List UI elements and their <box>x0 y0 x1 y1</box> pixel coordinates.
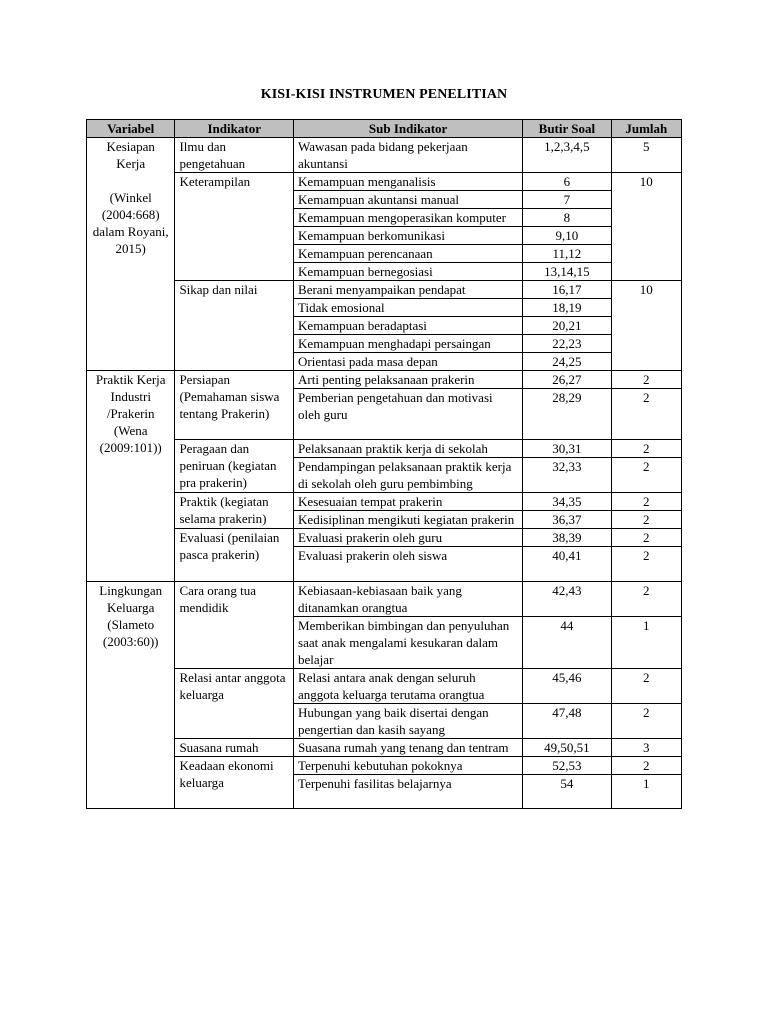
sub-indikator-cell: Evaluasi prakerin oleh guru <box>294 529 523 547</box>
sub-indikator-cell: Kebiasaan-kebiasaan baik yang ditanamkan orangtua <box>294 582 523 617</box>
indikator-cell: Peragaan dan peniruan (kegiatan pra prakerin) <box>175 440 294 493</box>
butir-soal-cell: 28,29 <box>523 389 611 440</box>
sub-indikator-cell: Kesesuaian tempat prakerin <box>294 493 523 511</box>
header-butir-soal: Butir Soal <box>523 120 611 138</box>
jumlah-cell: 10 <box>611 173 681 281</box>
variabel-name: Kesiapan Kerja <box>106 139 155 171</box>
butir-soal-cell: 40,41 <box>523 547 611 582</box>
indikator-cell: Cara orang tua mendidik <box>175 582 294 669</box>
butir-soal-cell: 32,33 <box>523 458 611 493</box>
sub-indikator-cell: Kedisiplinan mengikuti kegiatan prakerin <box>294 511 523 529</box>
jumlah-cell: 2 <box>611 547 681 582</box>
butir-soal-cell: 16,17 <box>523 281 611 299</box>
butir-soal-cell: 47,48 <box>523 704 611 739</box>
jumlah-cell: 10 <box>611 281 681 371</box>
jumlah-cell: 2 <box>611 458 681 493</box>
sub-indikator-cell: Kemampuan beradaptasi <box>294 317 523 335</box>
butir-soal-cell: 34,35 <box>523 493 611 511</box>
butir-soal-cell: 36,37 <box>523 511 611 529</box>
sub-indikator-cell: Evaluasi prakerin oleh siswa <box>294 547 523 582</box>
header-variabel: Variabel <box>87 120 175 138</box>
header-indikator: Indikator <box>175 120 294 138</box>
variabel-cell-prakerin: Praktik Kerja Industri /Prakerin (Wena (2009:101)) <box>87 371 175 582</box>
jumlah-cell: 2 <box>611 669 681 704</box>
butir-soal-cell: 49,50,51 <box>523 739 611 757</box>
butir-soal-cell: 42,43 <box>523 582 611 617</box>
butir-soal-cell: 38,39 <box>523 529 611 547</box>
jumlah-cell: 1 <box>611 617 681 669</box>
sub-indikator-cell: Terpenuhi kebutuhan pokoknya <box>294 757 523 775</box>
butir-soal-cell: 13,14,15 <box>523 263 611 281</box>
butir-soal-cell: 18,19 <box>523 299 611 317</box>
variabel-source: (Winkel (2004:668) dalam Royani, 2015) <box>92 190 169 256</box>
sub-indikator-cell: Pemberian pengetahuan dan motivasi oleh guru <box>294 389 523 440</box>
sub-indikator-cell: Memberikan bimbingan dan penyuluhan saat anak mengalami kesukaran dalam belajar <box>294 617 523 669</box>
jumlah-cell: 2 <box>611 493 681 511</box>
butir-soal-cell: 22,23 <box>523 335 611 353</box>
variabel-cell-kesiapan-kerja <box>87 138 175 371</box>
table-row <box>87 440 682 458</box>
indikator-cell: Suasana rumah <box>175 739 294 757</box>
indikator-cell: Keterampilan <box>175 173 294 281</box>
indikator-cell: Keadaan ekonomi keluarga <box>175 757 294 809</box>
butir-soal-cell: 44 <box>523 617 611 669</box>
butir-soal-cell: 1,2,3,4,5 <box>523 138 611 173</box>
table-row <box>87 739 682 757</box>
butir-soal-cell: 20,21 <box>523 317 611 335</box>
jumlah-cell: 3 <box>611 739 681 757</box>
indikator-cell: Persiapan (Pemahaman siswa tentang Prakerin) <box>175 371 294 440</box>
variabel-cell-lingkungan-keluarga: Lingkungan Keluarga (Slameto (2003:60)) <box>87 582 175 809</box>
butir-soal-cell: 26,27 <box>523 371 611 389</box>
table-row <box>87 138 682 173</box>
butir-soal-cell: 52,53 <box>523 757 611 775</box>
jumlah-cell: 2 <box>611 371 681 389</box>
table-row <box>87 757 682 775</box>
butir-soal-cell: 45,46 <box>523 669 611 704</box>
sub-indikator-cell: Kemampuan akuntansi manual <box>294 191 523 209</box>
sub-indikator-cell: Berani menyampaikan pendapat <box>294 281 523 299</box>
sub-indikator-cell: Kemampuan menghadapi persaingan <box>294 335 523 353</box>
table-row <box>87 281 682 299</box>
sub-indikator-cell: Kemampuan berkomunikasi <box>294 227 523 245</box>
indikator-cell: Ilmu dan pengetahuan <box>175 138 294 173</box>
jumlah-cell: 2 <box>611 704 681 739</box>
header-sub-indikator: Sub Indikator <box>294 120 523 138</box>
sub-indikator-cell: Kemampuan menganalisis <box>294 173 523 191</box>
indikator-cell: Relasi antar anggota keluarga <box>175 669 294 739</box>
table-row <box>87 582 682 617</box>
butir-soal-cell: 7 <box>523 191 611 209</box>
butir-soal-cell: 30,31 <box>523 440 611 458</box>
sub-indikator-cell: Kemampuan mengoperasikan komputer <box>294 209 523 227</box>
jumlah-cell: 2 <box>611 389 681 440</box>
jumlah-cell: 2 <box>611 757 681 775</box>
sub-indikator-cell: Hubungan yang baik disertai dengan pengertian dan kasih sayang <box>294 704 523 739</box>
sub-indikator-cell: Tidak emosional <box>294 299 523 317</box>
table-header-row <box>87 120 682 138</box>
sub-indikator-cell: Kemampuan bernegosiasi <box>294 263 523 281</box>
sub-indikator-cell: Terpenuhi fasilitas belajarnya <box>294 775 523 809</box>
sub-indikator-cell: Wawasan pada bidang pekerjaan akuntansi <box>294 138 523 173</box>
sub-indikator-cell: Pelaksanaan praktik kerja di sekolah <box>294 440 523 458</box>
indikator-cell: Sikap dan nilai <box>175 281 294 371</box>
table-row <box>87 173 682 191</box>
table-row <box>87 493 682 511</box>
jumlah-cell: 5 <box>611 138 681 173</box>
jumlah-cell: 1 <box>611 775 681 809</box>
sub-indikator-cell: Relasi antara anak dengan seluruh anggota keluarga terutama orangtua <box>294 669 523 704</box>
sub-indikator-cell: Kemampuan perencanaan <box>294 245 523 263</box>
jumlah-cell: 2 <box>611 440 681 458</box>
butir-soal-cell: 8 <box>523 209 611 227</box>
jumlah-cell: 2 <box>611 529 681 547</box>
jumlah-cell: 2 <box>611 511 681 529</box>
table-row <box>87 529 682 547</box>
butir-soal-cell: 9,10 <box>523 227 611 245</box>
page-title: KISI-KISI INSTRUMEN PENELITIAN <box>260 87 508 102</box>
indikator-cell: Evaluasi (penilaian pasca prakerin) <box>175 529 294 582</box>
butir-soal-cell: 54 <box>523 775 611 809</box>
table-row <box>87 669 682 704</box>
sub-indikator-cell: Pendampingan pelaksanaan praktik kerja di sekolah oleh guru pembimbing <box>294 458 523 493</box>
sub-indikator-cell: Suasana rumah yang tenang dan tentram <box>294 739 523 757</box>
table-row <box>87 371 682 389</box>
indikator-cell: Praktik (kegiatan selama prakerin) <box>175 493 294 529</box>
butir-soal-cell: 24,25 <box>523 353 611 371</box>
jumlah-cell: 2 <box>611 582 681 617</box>
sub-indikator-cell: Orientasi pada masa depan <box>294 353 523 371</box>
butir-soal-cell: 11,12 <box>523 245 611 263</box>
header-jumlah: Jumlah <box>611 120 681 138</box>
sub-indikator-cell: Arti penting pelaksanaan prakerin <box>294 371 523 389</box>
butir-soal-cell: 6 <box>523 173 611 191</box>
kisi-kisi-table <box>86 119 682 809</box>
